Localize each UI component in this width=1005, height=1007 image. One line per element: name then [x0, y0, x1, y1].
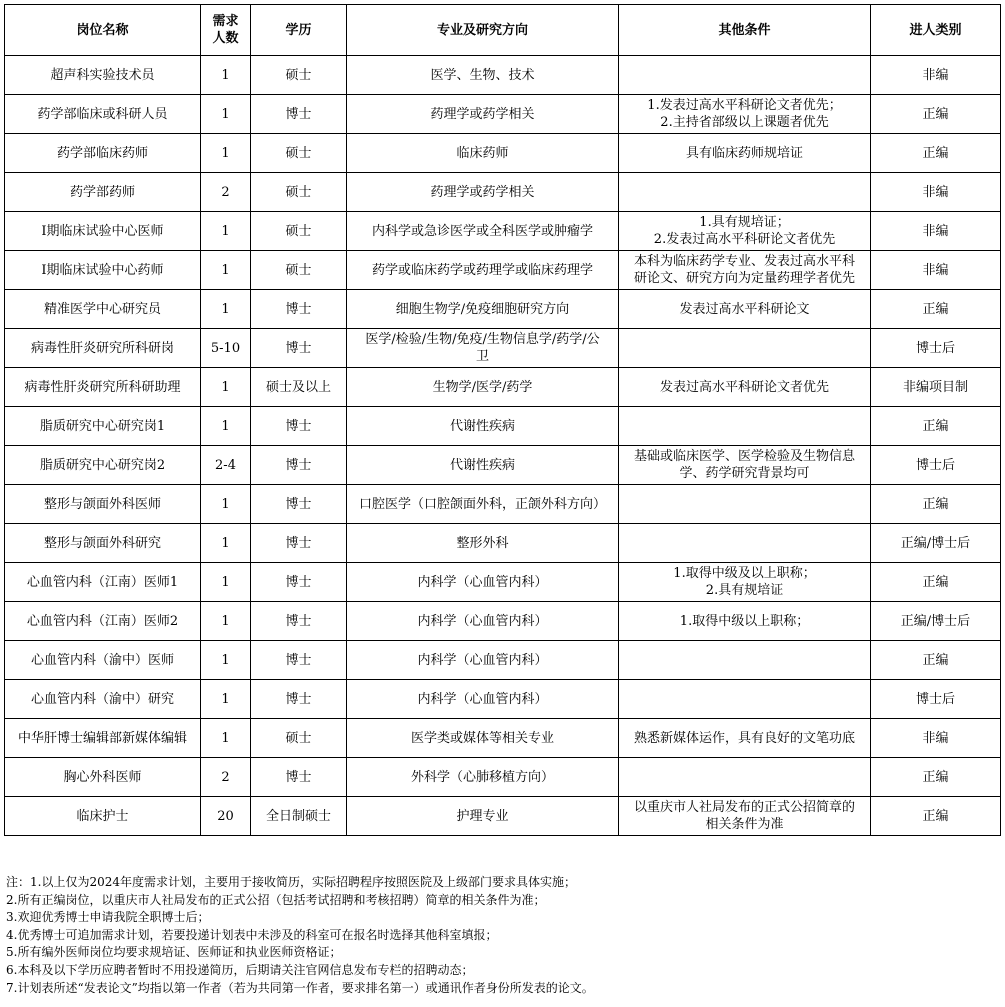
note-line: 7.计划表所述“发表论文”均指以第一作者（若为共同第一作者，要求排名第一）或通讯作者身份所发表的论文。: [6, 980, 594, 995]
cell-category: 博士后: [871, 680, 1001, 719]
table-row: [5, 602, 1001, 641]
cell-category: 正编: [871, 290, 1001, 329]
cell-major: 药学或临床药学或药理学或临床药理学: [347, 251, 619, 290]
cell-position: 药学部临床药师: [5, 134, 201, 173]
header-count: 需求 人数: [201, 5, 251, 56]
table-row: [5, 212, 1001, 251]
cell-degree: 硕士: [251, 134, 347, 173]
cell-major: 生物学/医学/药学: [347, 368, 619, 407]
header-category: 进人类别: [871, 5, 1001, 56]
cell-category: 正编: [871, 95, 1001, 134]
cell-major: 医学/检验/生物/免疫/生物信息学/药学/公 卫: [347, 329, 619, 368]
cell-major: 医学类或媒体等相关专业: [347, 719, 619, 758]
cell-degree: 全日制硕士: [251, 797, 347, 836]
cell-other: 1.取得中级及以上职称； 2.具有规培证: [619, 563, 871, 602]
cell-degree: 博士: [251, 758, 347, 797]
table-row: [5, 251, 1001, 290]
cell-category: 正编/博士后: [871, 602, 1001, 641]
note-line: 注：1.以上仅为2024年度需求计划，主要用于接收简历，实际招聘程序按照医院及上级部门要求具体实施；: [6, 875, 576, 889]
cell-major: 医学、生物、技术: [347, 56, 619, 95]
cell-position: 超声科实验技术员: [5, 56, 201, 95]
cell-category: 正编: [871, 758, 1001, 797]
cell-category: 非编: [871, 56, 1001, 95]
cell-count: 1: [201, 680, 251, 719]
table-row: [5, 290, 1001, 329]
note-line: 6.本科及以下学历应聘者暂时不用投递简历，后期请关注官网信息发布专栏的招聘动态；: [6, 962, 474, 977]
cell-other: [619, 758, 871, 797]
header-row: [5, 5, 1001, 56]
cell-count: 1: [201, 212, 251, 251]
cell-category: 正编/博士后: [871, 524, 1001, 563]
cell-count: 2-4: [201, 446, 251, 485]
cell-degree: 硕士: [251, 719, 347, 758]
cell-category: 正编: [871, 134, 1001, 173]
cell-major: 内科学（心血管内科）: [347, 641, 619, 680]
cell-position: 心血管内科（渝中）研究: [5, 680, 201, 719]
table-row: [5, 56, 1001, 95]
cell-position: 药学部药师: [5, 173, 201, 212]
cell-degree: 博士: [251, 329, 347, 368]
table-row: [5, 680, 1001, 719]
table-row: [5, 485, 1001, 524]
cell-count: 1: [201, 134, 251, 173]
cell-other: [619, 641, 871, 680]
cell-degree: 硕士: [251, 56, 347, 95]
cell-degree: 博士: [251, 641, 347, 680]
cell-degree: 博士: [251, 446, 347, 485]
cell-major: 药理学或药学相关: [347, 95, 619, 134]
cell-other: 本科为临床药学专业、发表过高水平科 研论文、研究方向为定量药理学者优先: [619, 251, 871, 290]
cell-category: 博士后: [871, 446, 1001, 485]
cell-major: 外科学（心肺移植方向）: [347, 758, 619, 797]
cell-position: 心血管内科（江南）医师2: [5, 602, 201, 641]
cell-major: 代谢性疾病: [347, 407, 619, 446]
table-row: [5, 95, 1001, 134]
cell-position: 脂质研究中心研究岗1: [5, 407, 201, 446]
cell-count: 1: [201, 563, 251, 602]
header-major: 专业及研究方向: [347, 5, 619, 56]
cell-other: [619, 407, 871, 446]
recruitment-table: [4, 4, 1001, 836]
cell-count: 20: [201, 797, 251, 836]
cell-degree: 博士: [251, 680, 347, 719]
cell-category: 非编: [871, 719, 1001, 758]
cell-position: I期临床试验中心药师: [5, 251, 201, 290]
cell-other: 具有临床药师规培证: [619, 134, 871, 173]
cell-count: 1: [201, 368, 251, 407]
table-row: [5, 719, 1001, 758]
cell-category: 正编: [871, 641, 1001, 680]
cell-major: 内科学（心血管内科）: [347, 563, 619, 602]
cell-other: 1.发表过高水平科研论文者优先； 2.主持省部级以上课题者优先: [619, 95, 871, 134]
cell-other: [619, 524, 871, 563]
cell-major: 内科学或急诊医学或全科医学或肿瘤学: [347, 212, 619, 251]
cell-position: 心血管内科（渝中）医师: [5, 641, 201, 680]
cell-major: 护理专业: [347, 797, 619, 836]
cell-degree: 博士: [251, 485, 347, 524]
note-line: 4.优秀博士可追加需求计划，若要投递计划表中未涉及的科室可在报名时选择其他科室填报；: [6, 927, 498, 942]
cell-position: 病毒性肝炎研究所科研岗: [5, 329, 201, 368]
cell-other: 发表过高水平科研论文: [619, 290, 871, 329]
cell-other: [619, 329, 871, 368]
cell-count: 1: [201, 407, 251, 446]
table-row: [5, 758, 1001, 797]
table-row: [5, 407, 1001, 446]
cell-category: 非编: [871, 173, 1001, 212]
cell-position: 病毒性肝炎研究所科研助理: [5, 368, 201, 407]
cell-major: 整形外科: [347, 524, 619, 563]
note-line: 3.欢迎优秀博士申请我院全职博士后；: [6, 910, 210, 925]
cell-count: 1: [201, 641, 251, 680]
cell-category: 正编: [871, 407, 1001, 446]
cell-other: 以重庆市人社局发布的正式公招简章的 相关条件为准: [619, 797, 871, 836]
cell-count: 1: [201, 485, 251, 524]
cell-count: 1: [201, 602, 251, 641]
cell-position: 胸心外科医师: [5, 758, 201, 797]
cell-count: 2: [201, 758, 251, 797]
table-row: [5, 524, 1001, 563]
cell-other: [619, 680, 871, 719]
cell-count: 1: [201, 251, 251, 290]
cell-position: 心血管内科（江南）医师1: [5, 563, 201, 602]
cell-count: 5-10: [201, 329, 251, 368]
cell-other: 熟悉新媒体运作，具有良好的文笔功底: [619, 719, 871, 758]
notes-section: [6, 874, 1002, 997]
cell-degree: 博士: [251, 563, 347, 602]
table-row: [5, 641, 1001, 680]
cell-count: 1: [201, 719, 251, 758]
table-row: [5, 329, 1001, 368]
table-row: [5, 446, 1001, 485]
cell-degree: 硕士: [251, 251, 347, 290]
cell-category: 博士后: [871, 329, 1001, 368]
cell-degree: 博士: [251, 290, 347, 329]
cell-major: 细胞生物学/免疫细胞研究方向: [347, 290, 619, 329]
cell-other: 1.具有规培证； 2.发表过高水平科研论文者优先: [619, 212, 871, 251]
note-line: 5.所有编外医师岗位均要求规培证、医师证和执业医师资格证；: [6, 945, 342, 960]
cell-other: [619, 173, 871, 212]
cell-degree: 博士: [251, 602, 347, 641]
cell-category: 非编: [871, 212, 1001, 251]
cell-major: 临床药师: [347, 134, 619, 173]
cell-other: 发表过高水平科研论文者优先: [619, 368, 871, 407]
table-row: [5, 173, 1001, 212]
cell-category: 非编: [871, 251, 1001, 290]
table-row: [5, 134, 1001, 173]
cell-count: 1: [201, 95, 251, 134]
table-row: [5, 368, 1001, 407]
table-row: [5, 797, 1001, 836]
cell-category: 正编: [871, 797, 1001, 836]
cell-degree: 博士: [251, 524, 347, 563]
cell-major: 代谢性疾病: [347, 446, 619, 485]
cell-position: 整形与颌面外科医师: [5, 485, 201, 524]
cell-category: 非编项目制: [871, 368, 1001, 407]
header-degree: 学历: [251, 5, 347, 56]
cell-degree: 硕士: [251, 212, 347, 251]
cell-other: [619, 56, 871, 95]
cell-major: 药理学或药学相关: [347, 173, 619, 212]
cell-count: 1: [201, 524, 251, 563]
table-row: [5, 563, 1001, 602]
cell-degree: 硕士: [251, 173, 347, 212]
cell-major: 口腔医学（口腔颌面外科，正颌外科方向）: [347, 485, 619, 524]
cell-category: 正编: [871, 563, 1001, 602]
cell-position: 精准医学中心研究员: [5, 290, 201, 329]
cell-position: 整形与颌面外科研究: [5, 524, 201, 563]
cell-other: 1.取得中级以上职称；: [619, 602, 871, 641]
cell-degree: 博士: [251, 95, 347, 134]
cell-position: 药学部临床或科研人员: [5, 95, 201, 134]
cell-major: 内科学（心血管内科）: [347, 680, 619, 719]
cell-count: 1: [201, 56, 251, 95]
cell-position: 中华肝博士编辑部新媒体编辑: [5, 719, 201, 758]
cell-count: 2: [201, 173, 251, 212]
cell-degree: 博士: [251, 407, 347, 446]
cell-degree: 硕士及以上: [251, 368, 347, 407]
cell-category: 正编: [871, 485, 1001, 524]
cell-position: 脂质研究中心研究岗2: [5, 446, 201, 485]
cell-position: 临床护士: [5, 797, 201, 836]
header-other: 其他条件: [619, 5, 871, 56]
cell-major: 内科学（心血管内科）: [347, 602, 619, 641]
note-line: 2.所有正编岗位，以重庆市人社局发布的正式公招（包括考试招聘和考核招聘）简章的相关条件为准；: [6, 892, 546, 907]
cell-other: [619, 485, 871, 524]
cell-position: I期临床试验中心医师: [5, 212, 201, 251]
header-position: 岗位名称: [5, 5, 201, 56]
cell-count: 1: [201, 290, 251, 329]
cell-other: 基础或临床医学、医学检验及生物信息 学、药学研究背景均可: [619, 446, 871, 485]
